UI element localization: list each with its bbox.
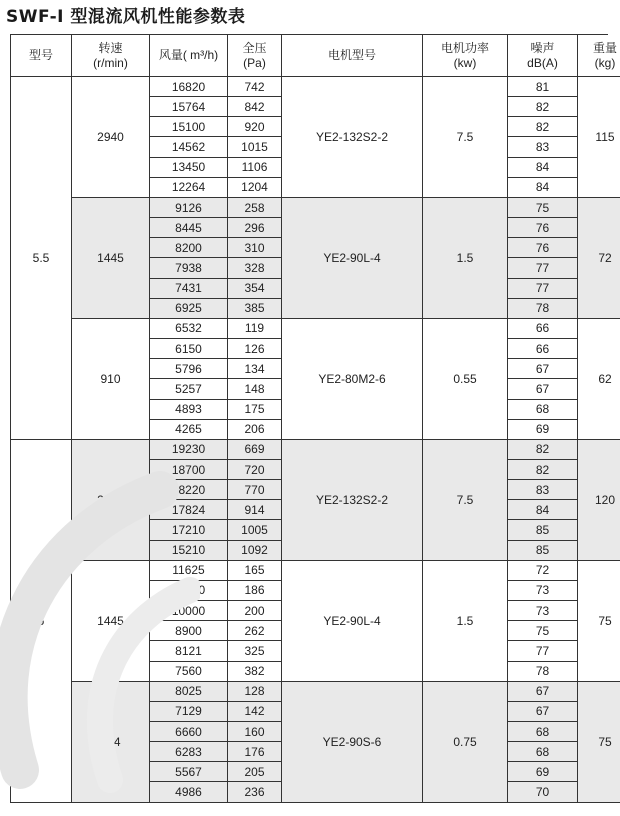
noise-cell: 66 <box>508 319 578 339</box>
header-weight-label: 重量 <box>592 40 617 55</box>
noise-cell: 85 <box>508 541 578 561</box>
airflow-cell: 8200 <box>150 238 228 258</box>
noise-cell: 66 <box>508 339 578 359</box>
pressure-cell: 258 <box>228 198 282 218</box>
noise-cell: 78 <box>508 662 578 682</box>
pressure-cell: 1015 <box>228 137 282 157</box>
noise-cell: 67 <box>508 359 578 379</box>
motor-cell: YE2-80M2-6 <box>282 319 423 440</box>
page-title: SWF-I 型混流风机性能参数表 <box>6 7 246 27</box>
header-weight <box>578 35 620 77</box>
noise-cell: 77 <box>508 258 578 278</box>
weight-cell: 120 <box>578 440 620 561</box>
noise-cell: 76 <box>508 218 578 238</box>
noise-cell: 73 <box>508 601 578 621</box>
header-model <box>11 35 72 77</box>
header-airflow <box>150 35 228 77</box>
header-pressure <box>228 35 282 77</box>
noise-cell: 82 <box>508 97 578 117</box>
noise-cell: 84 <box>508 158 578 178</box>
speed-cell: 1445 <box>72 198 150 319</box>
pressure-cell: 134 <box>228 359 282 379</box>
airflow-cell: 18220 <box>150 480 228 500</box>
pressure-cell: 325 <box>228 641 282 661</box>
model-cell: 5.5 <box>11 77 72 440</box>
header-pressure-label: 全压 <box>242 40 267 55</box>
header-noise-label: 噪声 <box>530 40 555 55</box>
noise-cell: 83 <box>508 137 578 157</box>
pressure-cell: 262 <box>228 621 282 641</box>
pressure-cell: 186 <box>228 581 282 601</box>
pressure-cell: 205 <box>228 762 282 782</box>
airflow-cell: 6660 <box>150 722 228 742</box>
airflow-cell: 9126 <box>150 198 228 218</box>
noise-cell: 69 <box>508 762 578 782</box>
noise-cell: 69 <box>508 420 578 440</box>
airflow-cell: 11625 <box>150 561 228 581</box>
noise-cell: 72 <box>508 561 578 581</box>
airflow-cell: 16820 <box>150 77 228 97</box>
noise-cell: 76 <box>508 238 578 258</box>
header-airflow-label: 风量( m³/h) <box>158 48 219 62</box>
airflow-cell: 6150 <box>150 339 228 359</box>
noise-cell: 84 <box>508 178 578 198</box>
speed-cell: 934 <box>72 682 150 803</box>
noise-cell: 83 <box>508 480 578 500</box>
airflow-cell: 18700 <box>150 460 228 480</box>
noise-cell: 81 <box>508 77 578 97</box>
pressure-cell: 296 <box>228 218 282 238</box>
airflow-cell: 6532 <box>150 319 228 339</box>
noise-cell: 84 <box>508 500 578 520</box>
airflow-cell: 17210 <box>150 520 228 540</box>
airflow-cell: 4265 <box>150 420 228 440</box>
airflow-cell: 5567 <box>150 762 228 782</box>
speed-cell: 910 <box>72 319 150 440</box>
pressure-cell: 742 <box>228 77 282 97</box>
noise-cell: 82 <box>508 460 578 480</box>
noise-cell: 68 <box>508 722 578 742</box>
header-motor <box>282 35 423 77</box>
airflow-cell: 10800 <box>150 581 228 601</box>
model-cell: 6 <box>11 440 72 803</box>
airflow-cell: 8445 <box>150 218 228 238</box>
airflow-cell: 14562 <box>150 137 228 157</box>
pressure-cell: 920 <box>228 117 282 137</box>
pressure-cell: 148 <box>228 379 282 399</box>
header-pressure-unit: (Pa) <box>243 55 266 70</box>
noise-cell: 67 <box>508 379 578 399</box>
pressure-cell: 382 <box>228 662 282 682</box>
airflow-cell: 6925 <box>150 299 228 319</box>
weight-cell: 115 <box>578 77 620 198</box>
airflow-cell: 5257 <box>150 379 228 399</box>
pressure-cell: 119 <box>228 319 282 339</box>
noise-cell: 77 <box>508 279 578 299</box>
weight-cell: 72 <box>578 198 620 319</box>
weight-cell: 75 <box>578 561 620 682</box>
pressure-cell: 914 <box>228 500 282 520</box>
weight-cell: 62 <box>578 319 620 440</box>
airflow-cell: 12264 <box>150 178 228 198</box>
pressure-cell: 310 <box>228 238 282 258</box>
pressure-cell: 126 <box>228 339 282 359</box>
header-power <box>423 35 508 77</box>
power-cell: 7.5 <box>423 440 508 561</box>
motor-cell: YE2-90S-6 <box>282 682 423 803</box>
airflow-cell: 15210 <box>150 541 228 561</box>
pressure-cell: 1106 <box>228 158 282 178</box>
noise-cell: 78 <box>508 299 578 319</box>
airflow-cell: 7560 <box>150 662 228 682</box>
airflow-cell: 17824 <box>150 500 228 520</box>
pressure-cell: 385 <box>228 299 282 319</box>
spec-table <box>10 34 617 803</box>
power-cell: 0.75 <box>423 682 508 803</box>
pressure-cell: 128 <box>228 682 282 702</box>
pressure-cell: 200 <box>228 601 282 621</box>
airflow-cell: 13450 <box>150 158 228 178</box>
pressure-cell: 175 <box>228 400 282 420</box>
noise-cell: 85 <box>508 520 578 540</box>
speed-cell: 1445 <box>72 561 150 682</box>
pressure-cell: 669 <box>228 440 282 460</box>
power-cell: 0.55 <box>423 319 508 440</box>
header-speed-label: 转速 <box>98 40 123 55</box>
airflow-cell: 15100 <box>150 117 228 137</box>
noise-cell: 67 <box>508 682 578 702</box>
airflow-cell: 7431 <box>150 279 228 299</box>
airflow-cell: 5796 <box>150 359 228 379</box>
header-speed <box>72 35 150 77</box>
noise-cell: 75 <box>508 621 578 641</box>
header-power-unit: (kw) <box>453 55 477 70</box>
pressure-cell: 160 <box>228 722 282 742</box>
pressure-cell: 176 <box>228 742 282 762</box>
motor-cell: YE2-90L-4 <box>282 561 423 682</box>
pressure-cell: 1092 <box>228 541 282 561</box>
airflow-cell: 8121 <box>150 641 228 661</box>
noise-cell: 82 <box>508 117 578 137</box>
pressure-cell: 236 <box>228 782 282 802</box>
header-power-label: 电机功率 <box>440 40 489 55</box>
airflow-cell: 19230 <box>150 440 228 460</box>
pressure-cell: 142 <box>228 702 282 722</box>
motor-cell: YE2-132S2-2 <box>282 77 423 198</box>
noise-cell: 75 <box>508 198 578 218</box>
airflow-cell: 8900 <box>150 621 228 641</box>
airflow-cell: 7129 <box>150 702 228 722</box>
motor-cell: YE2-132S2-2 <box>282 440 423 561</box>
airflow-cell: 6283 <box>150 742 228 762</box>
weight-cell: 75 <box>578 682 620 803</box>
airflow-cell: 4986 <box>150 782 228 802</box>
noise-cell: 68 <box>508 400 578 420</box>
pressure-cell: 1005 <box>228 520 282 540</box>
header-motor-label: 电机型号 <box>327 48 376 62</box>
power-cell: 1.5 <box>423 561 508 682</box>
airflow-cell: 15764 <box>150 97 228 117</box>
pressure-cell: 165 <box>228 561 282 581</box>
speed-cell: 2940 <box>72 77 150 198</box>
noise-cell: 73 <box>508 581 578 601</box>
pressure-cell: 1204 <box>228 178 282 198</box>
header-speed-unit: (r/min) <box>93 55 128 70</box>
motor-cell: YE2-90L-4 <box>282 198 423 319</box>
noise-cell: 77 <box>508 641 578 661</box>
pressure-cell: 354 <box>228 279 282 299</box>
pressure-cell: 770 <box>228 480 282 500</box>
header-model-label: 型号 <box>28 48 53 62</box>
noise-cell: 68 <box>508 742 578 762</box>
pressure-cell: 842 <box>228 97 282 117</box>
header-noise <box>508 35 578 77</box>
power-cell: 1.5 <box>423 198 508 319</box>
noise-cell: 70 <box>508 782 578 802</box>
airflow-cell: 4893 <box>150 400 228 420</box>
header-weight-unit: (kg) <box>594 55 616 70</box>
speed-cell: 2940 <box>72 440 150 561</box>
noise-cell: 67 <box>508 702 578 722</box>
pressure-cell: 720 <box>228 460 282 480</box>
power-cell: 7.5 <box>423 77 508 198</box>
airflow-cell: 10000 <box>150 601 228 621</box>
noise-cell: 82 <box>508 440 578 460</box>
header-noise-unit: dB(A) <box>527 55 558 70</box>
pressure-cell: 328 <box>228 258 282 278</box>
airflow-cell: 7938 <box>150 258 228 278</box>
pressure-cell: 206 <box>228 420 282 440</box>
airflow-cell: 8025 <box>150 682 228 702</box>
